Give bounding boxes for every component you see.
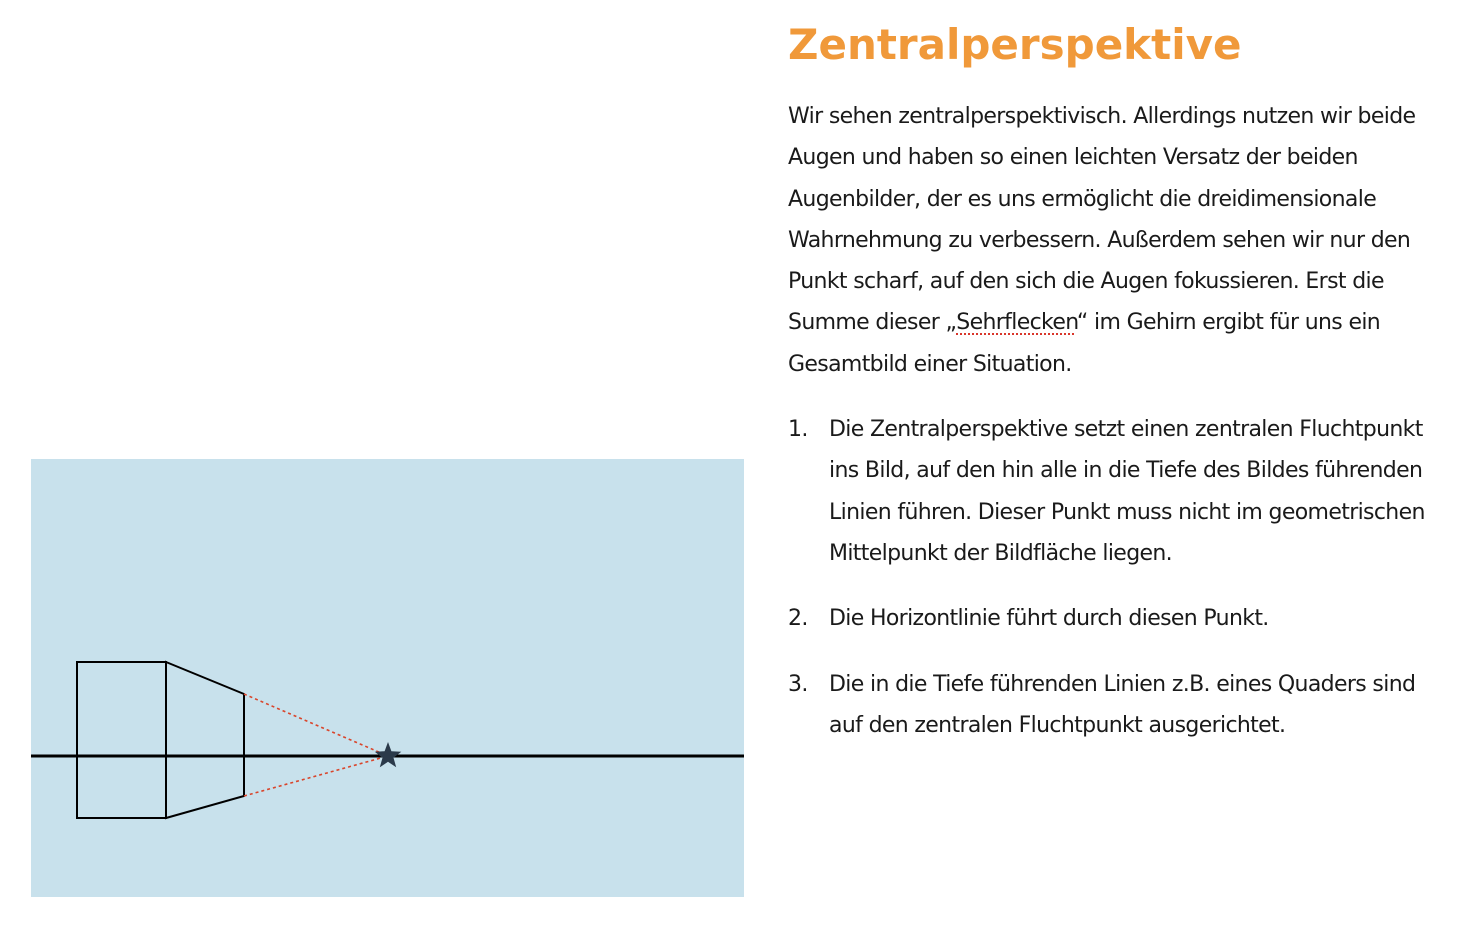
list-item — [788, 409, 1448, 574]
spellcheck-marked-word: Sehrflecken — [956, 310, 1077, 336]
page-title: Zentralperspektive — [788, 20, 1242, 69]
list-item — [788, 598, 1448, 639]
perspective-illustration — [31, 459, 744, 897]
cuboid-side-face — [166, 662, 244, 818]
list-number: 1. — [788, 417, 808, 443]
intro-text-start: Wir sehen zentralperspektivisch. Allerdings nutzen wir beide Augen und haben so einen leichten Versatz der beiden Augenbilder, der es uns ermöglicht die dreidimensionale Wahrnehmung zu verbessern. Außerdem sehen wir nur den Punkt scharf, auf den sich die Augen fokussieren. Erst die Summe dieser „ — [788, 104, 1416, 336]
vanishing-point-star-icon — [375, 742, 402, 767]
guide-line-top — [244, 694, 388, 756]
intro-paragraph — [788, 96, 1448, 385]
list-item-text: Die Zentralperspektive setzt einen zentralen Fluchtpunkt ins Bild, auf den hin alle in die Tiefe des Bildes führenden Linien führen. Dieser Punkt muss nicht im geometrischen Mittelpunkt der Bildfläche liegen. — [829, 417, 1425, 566]
intro-text-end: “ im Gehirn ergibt für uns ein Gesamtbild einer Situation. — [788, 310, 1381, 377]
text-column — [788, 14, 1448, 770]
numbered-list — [788, 409, 1448, 746]
list-number: 2. — [788, 606, 808, 632]
perspective-drawing — [31, 459, 744, 897]
list-number: 3. — [788, 671, 808, 697]
list-item — [788, 664, 1448, 747]
guide-line-bottom — [244, 756, 388, 796]
cuboid-front-face — [77, 662, 166, 818]
list-item-text: Die in die Tiefe führenden Linien z.B. eines Quaders sind auf den zentralen Fluchtpunkt ausgerichtet. — [829, 671, 1416, 738]
list-item-text: Die Horizontlinie führt durch diesen Punkt. — [829, 606, 1269, 632]
